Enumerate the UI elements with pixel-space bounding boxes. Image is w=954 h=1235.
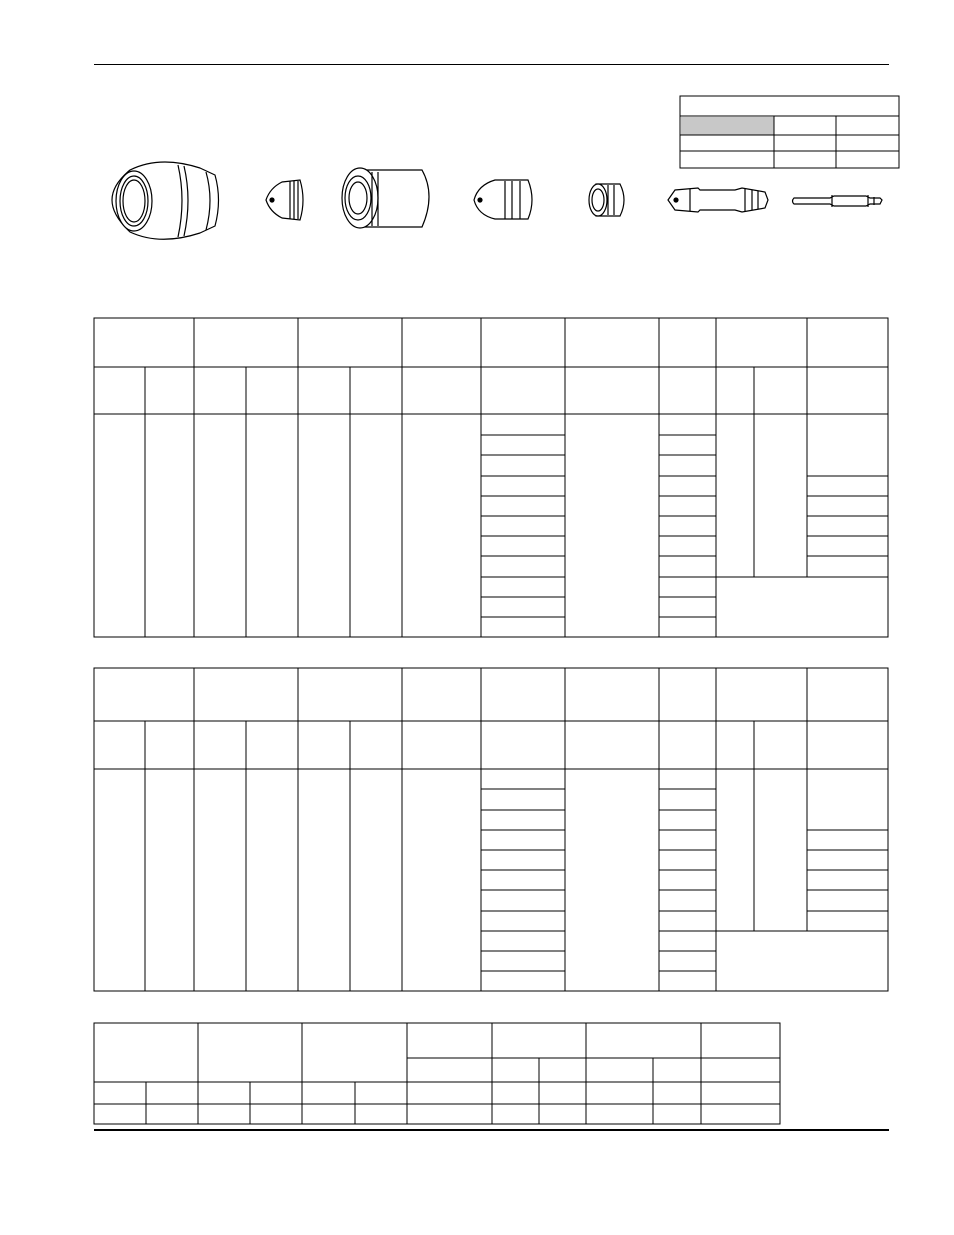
summary-table (94, 1023, 780, 1124)
water-tube-icon (793, 195, 883, 207)
cut-chart-2 (94, 668, 888, 991)
nozzle-retaining-cap-small-icon (266, 180, 303, 220)
footer-rule (94, 1129, 889, 1131)
electrode-icon (668, 188, 768, 212)
retaining-cap-icon (342, 168, 429, 228)
shield-icon (112, 162, 219, 239)
cut-chart-1 (94, 318, 888, 637)
nozzle-icon (474, 180, 532, 219)
legend-table (680, 96, 899, 168)
swirl-ring-icon (589, 184, 624, 216)
legend-shaded-cell (681, 117, 774, 135)
